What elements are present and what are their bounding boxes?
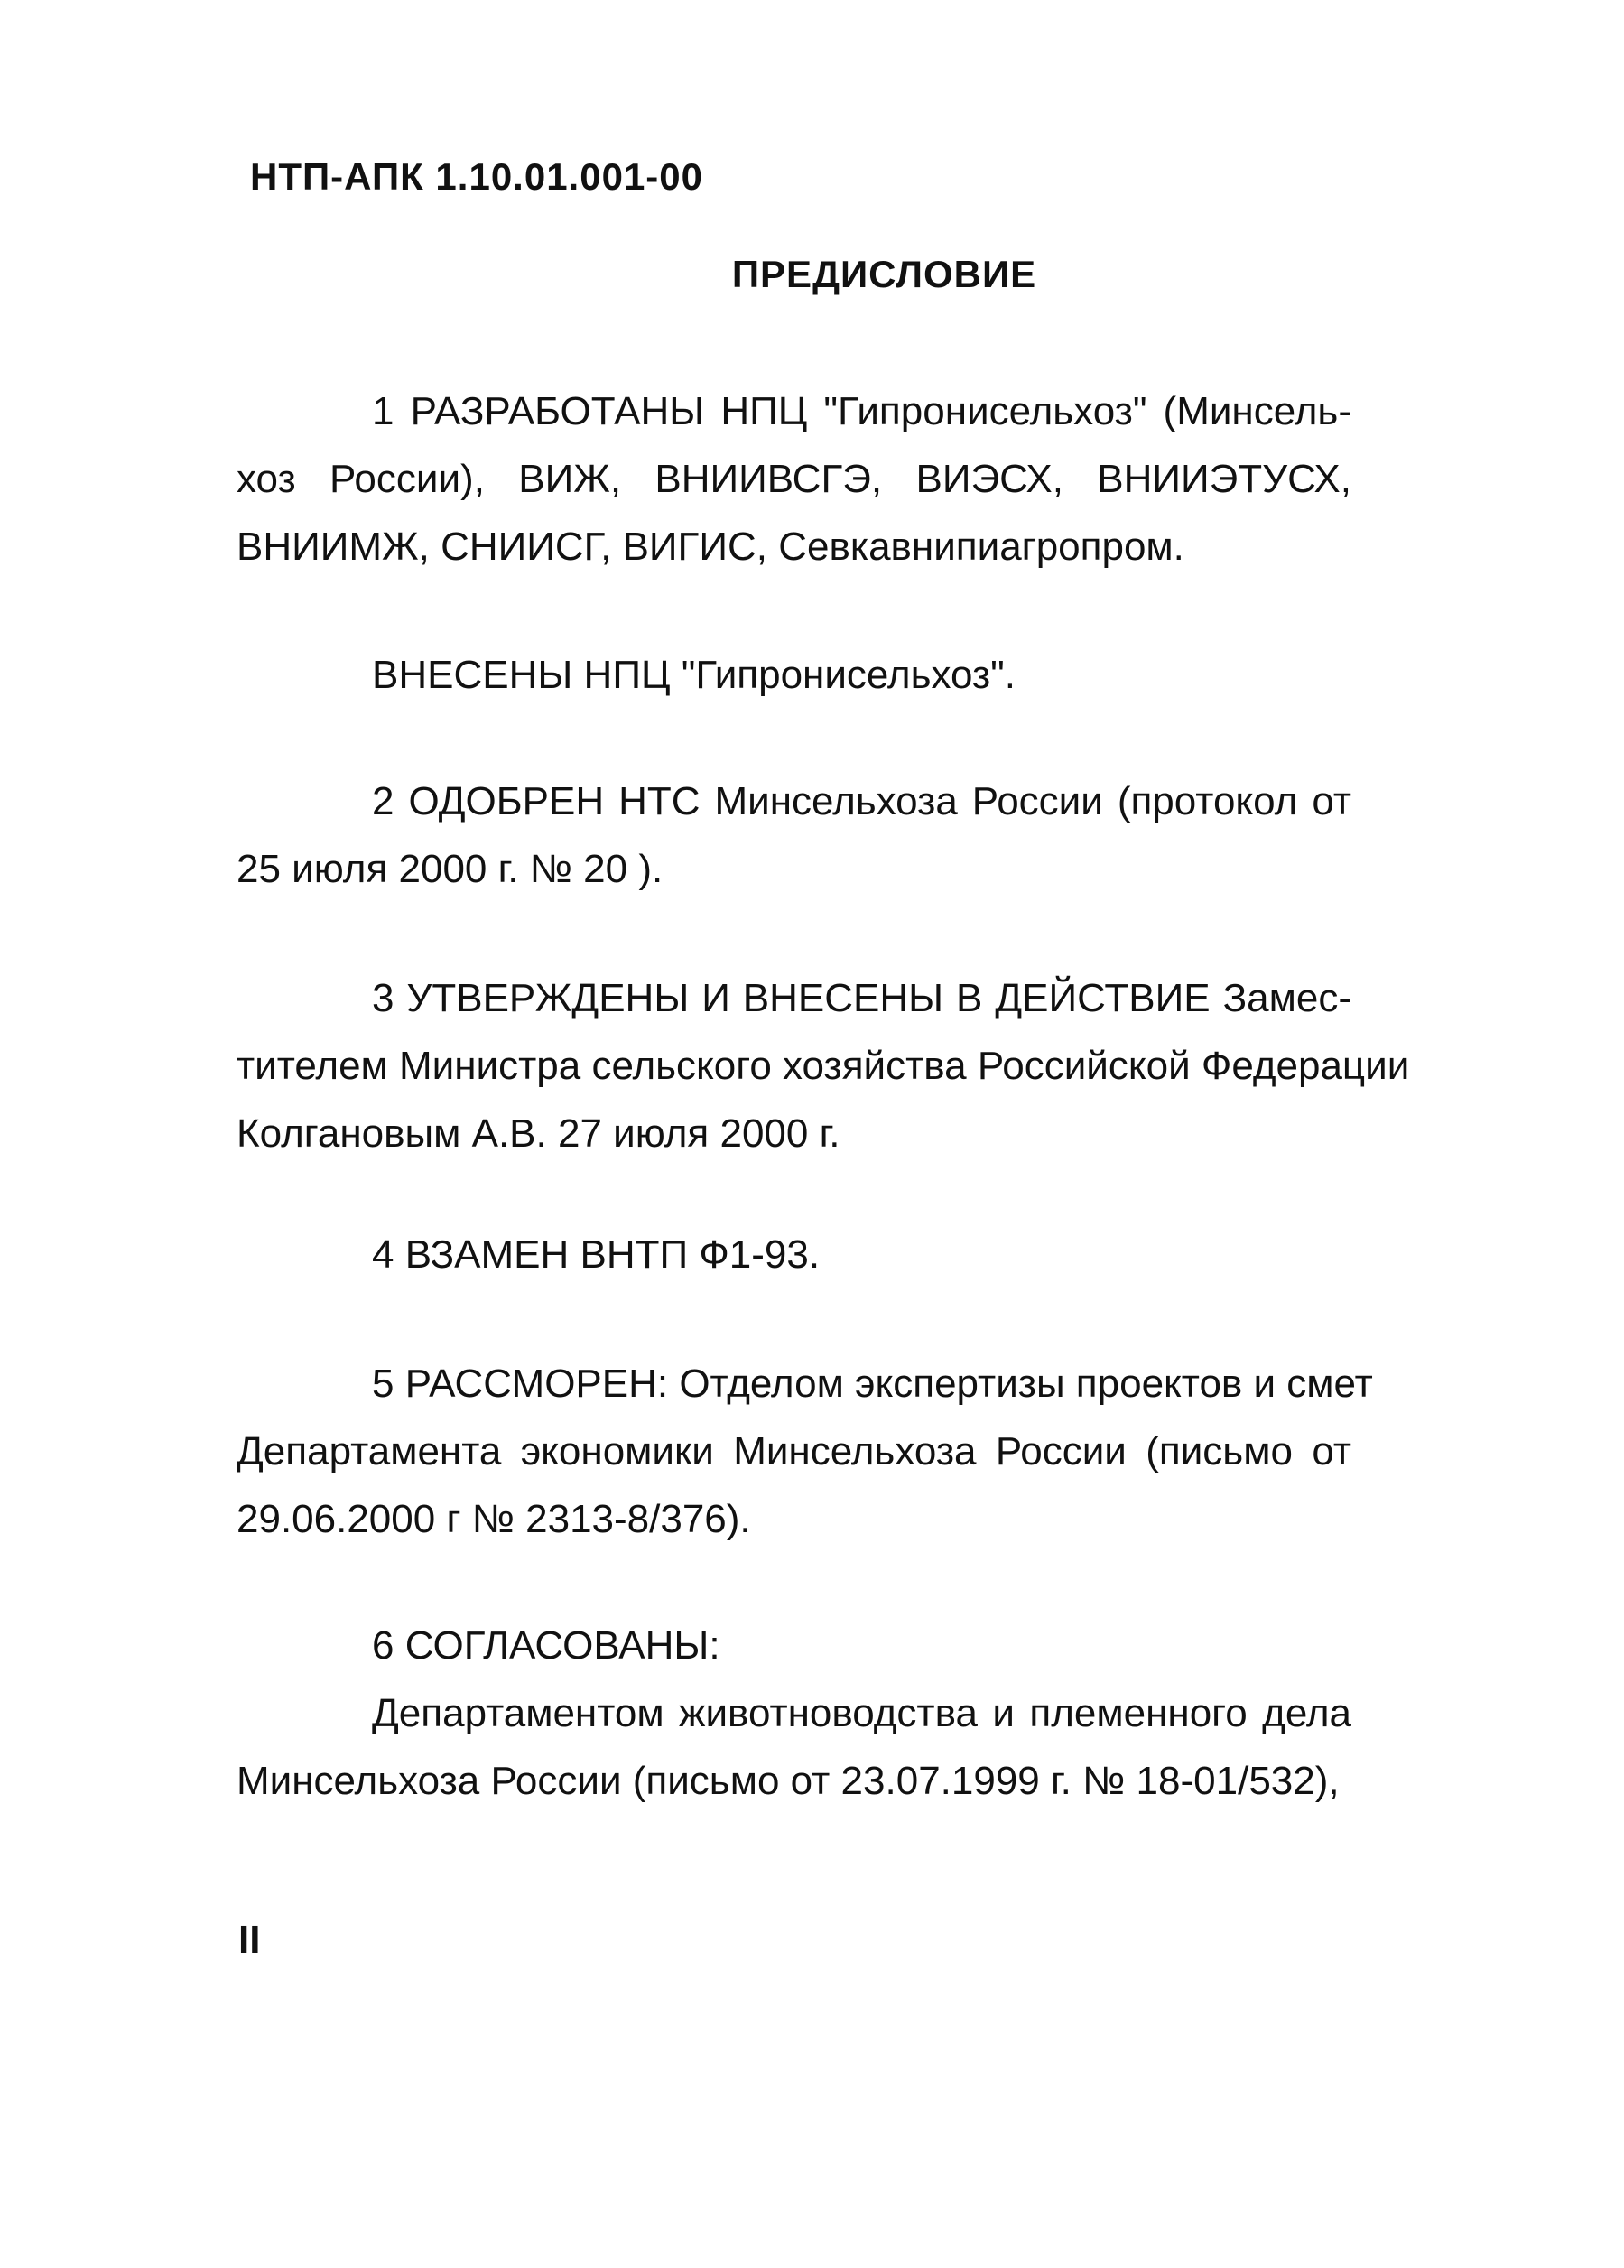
paragraph-enacted [237,964,1410,1167]
paragraph-introduced-by [237,641,1351,709]
paragraph-replaces [237,1221,1351,1288]
paragraph-line: 25 июля 2000 г. № 20 ). [237,847,664,891]
paragraph-line: 1 РАЗРАБОТАНЫ НПЦ "Гипронисельхоз" (Минсель- [372,389,1351,433]
paragraph-line: тителем Министра сельского хозяйства Российской Федерации [237,1044,1410,1088]
paragraph-developed-by [237,377,1351,581]
section-heading-text: ПРЕДИСЛОВИЕ [731,253,1037,295]
paragraph-line: 5 РАССМОРЕН: Отделом экспертизы проектов и смет [372,1362,1373,1406]
document-code: НТП-АПК 1.10.01.001-00 [250,155,704,198]
paragraph-agreed [237,1612,1351,1815]
paragraph-line: 6 СОГЛАСОВАНЫ: [372,1623,720,1668]
paragraph-line: 2 ОДОБРЕН НТС Минсельхоза России (протокол от [372,779,1351,823]
paragraph-line: ВНИИМЖ, СНИИСГ, ВИГИС, Севкавнипиагропром. [237,525,1184,569]
paragraph-line: 29.06.2000 г № 2313-8/376). [237,1497,751,1541]
section-heading [0,253,1624,296]
paragraph-reviewed [237,1350,1373,1553]
paragraph-line: 3 УТВЕРЖДЕНЫ И ВНЕСЕНЫ В ДЕЙСТВИЕ Замес- [372,976,1351,1020]
paragraph-line: хоз России), ВИЖ, ВНИИВСГЭ, ВИЭСХ, ВНИИЭТУСХ, [237,457,1351,501]
page-number: II [238,1918,261,1962]
paragraph-line: Департамента экономики Минсельхоза России (письмо от [237,1429,1351,1473]
paragraph-line: 4 ВЗАМЕН ВНТП Ф1-93. [372,1232,821,1277]
paragraph-line: Минсельхоза России (письмо от 23.07.1999 г. № 18-01/532), [237,1759,1340,1803]
paragraph-line: Департаментом животноводства и племенного дела [372,1691,1351,1735]
paragraph-approved [237,767,1351,903]
paragraph-line: Колгановым А.В. 27 июля 2000 г. [237,1111,840,1156]
paragraph-line: ВНЕСЕНЫ НПЦ "Гипронисельхоз". [372,653,1016,697]
